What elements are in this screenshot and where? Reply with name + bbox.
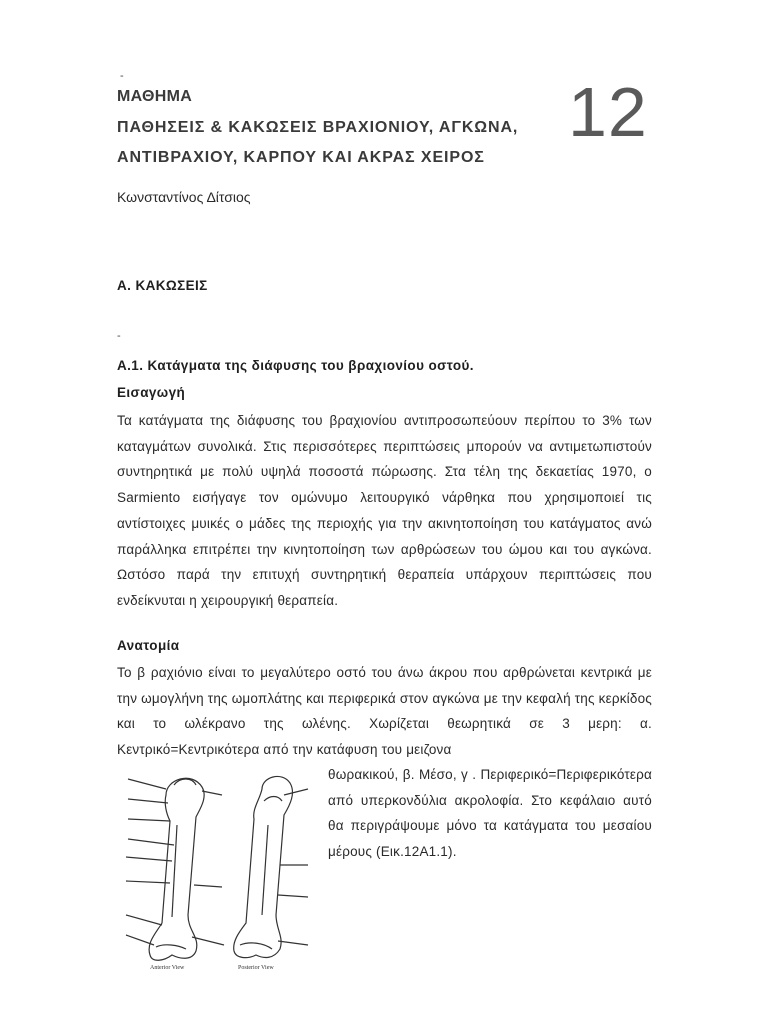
author-name: Κωνσταντίνος Δίτσιος xyxy=(117,189,251,205)
anterior-view-label: Anterior View xyxy=(150,965,185,971)
lesson-label: ΜΑΘΗΜΑ xyxy=(117,88,193,105)
lesson-title-line1: ΠΑΘΗΣΕΙΣ & ΚΑΚΩΣΕΙΣ ΒΡΑΧΙΟΝΙΟΥ, ΑΓΚΩΝΑ, xyxy=(117,119,519,136)
posterior-view-label: Posterior View xyxy=(238,965,274,971)
humerus-figure xyxy=(122,765,322,980)
humerus-illustration xyxy=(122,765,322,980)
anatomy-paragraph: Το β ραχιόνιο είναι το μεγαλύτερο οστό του άνω άκρου που αρθρώνεται κεντρικά με την ωμογλήνη της ωμοπλάτης και περιφερικά στον αγκώνα με την κεφαλή της κερκίδος και το ωλέκρανο της ωλένης. Χωρίζεται θεωρητικά σε 3 μερη: α. Κεντρικό=Κεντρικότερα από την κατάφυση του μειζονα xyxy=(117,665,652,758)
anatomy-heading: Ανατομία xyxy=(117,638,180,653)
intro-heading: Εισαγωγή xyxy=(117,385,186,400)
lesson-number: 12 xyxy=(568,73,648,151)
anatomy-paragraph-continued: θωρακικού, β. Μέσο, γ . Περιφερικό=Περιφερικότερα από υπερκονδύλια ακρολοφία. Στο κεφάλαιο αυτό θα περιγράψουμε μόνο τα κατάγματα του μεσαίου μέρους (Εικ.12Α1.1). xyxy=(328,767,652,860)
section-dash: - xyxy=(117,330,121,342)
lesson-title-line2: ΑΝΤΙΒΡΑΧΙΟΥ, ΚΑΡΠΟΥ ΚΑΙ ΑΚΡΑΣ ΧΕΙΡΟΣ xyxy=(117,149,485,166)
section-a1-heading: Α.1. Κατάγματα της διάφυσης του βραχιονίου οστού. xyxy=(117,358,474,373)
top-dash: - xyxy=(120,70,124,82)
section-a-heading: Α. ΚΑΚΩΣΕΙΣ xyxy=(117,278,208,293)
intro-paragraph: Τα κατάγματα της διάφυσης του βραχιονίου αντιπροσωπεύουν περίπου το 3% των καταγμάτων συνολικά. Στις περισσότερες περιπτώσεις μπορούν να αντιμετωπιστούν συντηρητικά με πολύ υψηλά ποσοστά πώρωσης. Στα τέλη της δεκαετίας 1970, ο Sarmiento εισήγαγε τον ομώνυμο λειτουργικό νάρθηκα που χρησιμοποιεί τις αντίστοιχες μυικές ο μάδες της περιοχής για την ακινητοποίηση του κατάγματος ανώ παράλληκα επιτρέπει την κινητοποίηση των αρθρώσεων του ώμου και του αγκώνα. Ωστόσο παρά την επιτυχή συντηρητική θεραπεία υπάρχουν περιπτώσεις που ενδείκνυται η χειρουργική θεραπεία. xyxy=(117,413,652,608)
